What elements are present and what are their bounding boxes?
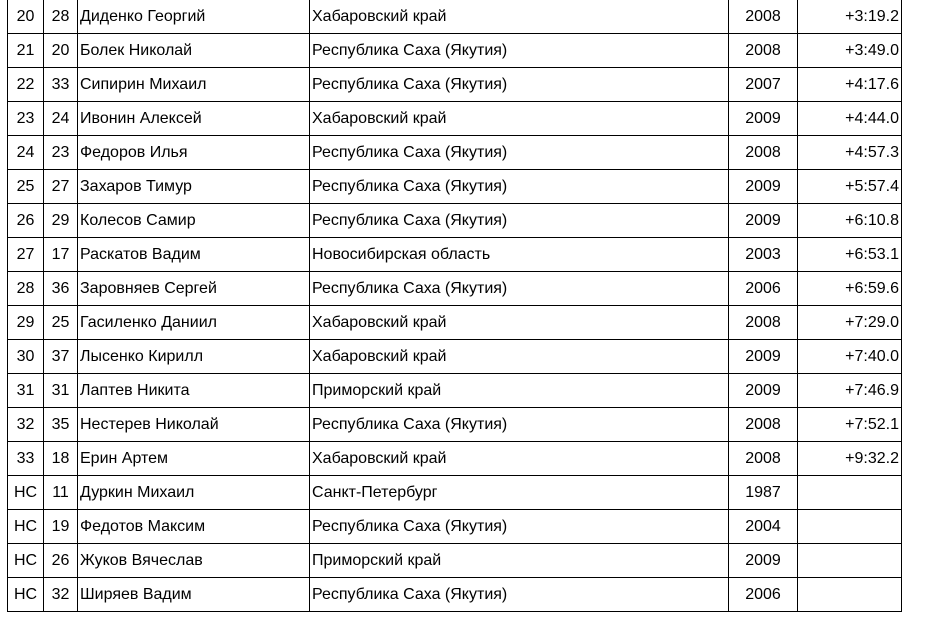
time-gap-cell: +4:57.3 [798, 136, 902, 170]
table-row [8, 34, 902, 68]
place-cell: НС [8, 578, 44, 612]
table-row [8, 272, 902, 306]
bib-number-cell: 25 [44, 306, 78, 340]
athlete-name-cell: Ерин Артем [78, 442, 310, 476]
athlete-name-cell: Жуков Вячеслав [78, 544, 310, 578]
time-gap-cell: +6:59.6 [798, 272, 902, 306]
time-gap-cell: +7:29.0 [798, 306, 902, 340]
birth-year-cell: 2008 [729, 34, 798, 68]
table-row [8, 544, 902, 578]
table-row [8, 306, 902, 340]
athlete-name-cell: Захаров Тимур [78, 170, 310, 204]
athlete-name-cell: Сипирин Михаил [78, 68, 310, 102]
time-gap-cell: +3:49.0 [798, 34, 902, 68]
place-cell: 23 [8, 102, 44, 136]
athlete-name-cell: Раскатов Вадим [78, 238, 310, 272]
place-cell: 31 [8, 374, 44, 408]
table-row [8, 136, 902, 170]
region-cell: Республика Саха (Якутия) [310, 204, 729, 238]
time-gap-cell: +9:32.2 [798, 442, 902, 476]
region-cell: Республика Саха (Якутия) [310, 34, 729, 68]
time-gap-cell [798, 578, 902, 612]
birth-year-cell: 1987 [729, 476, 798, 510]
region-cell: Хабаровский край [310, 102, 729, 136]
time-gap-cell: +4:17.6 [798, 68, 902, 102]
place-cell: 30 [8, 340, 44, 374]
birth-year-cell: 2006 [729, 272, 798, 306]
region-cell: Хабаровский край [310, 340, 729, 374]
region-cell: Приморский край [310, 544, 729, 578]
table-row [8, 476, 902, 510]
athlete-name-cell: Ширяев Вадим [78, 578, 310, 612]
place-cell: 21 [8, 34, 44, 68]
athlete-name-cell: Диденко Георгий [78, 0, 310, 34]
table-row [8, 578, 902, 612]
bib-number-cell: 32 [44, 578, 78, 612]
birth-year-cell: 2006 [729, 578, 798, 612]
results-table [7, 0, 902, 612]
place-cell: 33 [8, 442, 44, 476]
birth-year-cell: 2008 [729, 306, 798, 340]
birth-year-cell: 2004 [729, 510, 798, 544]
table-row [8, 374, 902, 408]
table-row [8, 0, 902, 34]
birth-year-cell: 2009 [729, 170, 798, 204]
region-cell: Хабаровский край [310, 442, 729, 476]
table-row [8, 170, 902, 204]
bib-number-cell: 17 [44, 238, 78, 272]
bib-number-cell: 33 [44, 68, 78, 102]
place-cell: 29 [8, 306, 44, 340]
region-cell: Республика Саха (Якутия) [310, 510, 729, 544]
bib-number-cell: 29 [44, 204, 78, 238]
time-gap-cell: +5:57.4 [798, 170, 902, 204]
bib-number-cell: 24 [44, 102, 78, 136]
region-cell: Республика Саха (Якутия) [310, 272, 729, 306]
region-cell: Хабаровский край [310, 0, 729, 34]
time-gap-cell: +7:46.9 [798, 374, 902, 408]
region-cell: Республика Саха (Якутия) [310, 136, 729, 170]
birth-year-cell: 2007 [729, 68, 798, 102]
bib-number-cell: 36 [44, 272, 78, 306]
table-row [8, 340, 902, 374]
place-cell: НС [8, 544, 44, 578]
place-cell: 22 [8, 68, 44, 102]
time-gap-cell: +3:19.2 [798, 0, 902, 34]
table-row [8, 442, 902, 476]
region-cell: Приморский край [310, 374, 729, 408]
region-cell: Республика Саха (Якутия) [310, 408, 729, 442]
region-cell: Республика Саха (Якутия) [310, 578, 729, 612]
athlete-name-cell: Лысенко Кирилл [78, 340, 310, 374]
birth-year-cell: 2009 [729, 374, 798, 408]
place-cell: 26 [8, 204, 44, 238]
region-cell: Республика Саха (Якутия) [310, 68, 729, 102]
table-row [8, 68, 902, 102]
birth-year-cell: 2009 [729, 102, 798, 136]
table-row [8, 510, 902, 544]
athlete-name-cell: Федотов Максим [78, 510, 310, 544]
birth-year-cell: 2008 [729, 136, 798, 170]
bib-number-cell: 35 [44, 408, 78, 442]
bib-number-cell: 37 [44, 340, 78, 374]
place-cell: 25 [8, 170, 44, 204]
table-row [8, 102, 902, 136]
table-row [8, 204, 902, 238]
bib-number-cell: 28 [44, 0, 78, 34]
birth-year-cell: 2008 [729, 408, 798, 442]
athlete-name-cell: Болек Николай [78, 34, 310, 68]
bib-number-cell: 26 [44, 544, 78, 578]
place-cell: 27 [8, 238, 44, 272]
place-cell: НС [8, 476, 44, 510]
place-cell: 32 [8, 408, 44, 442]
time-gap-cell: +7:52.1 [798, 408, 902, 442]
athlete-name-cell: Ивонин Алексей [78, 102, 310, 136]
time-gap-cell: +7:40.0 [798, 340, 902, 374]
region-cell: Новосибирская область [310, 238, 729, 272]
athlete-name-cell: Колесов Самир [78, 204, 310, 238]
athlete-name-cell: Дуркин Михаил [78, 476, 310, 510]
bib-number-cell: 19 [44, 510, 78, 544]
birth-year-cell: 2009 [729, 340, 798, 374]
athlete-name-cell: Лаптев Никита [78, 374, 310, 408]
time-gap-cell [798, 544, 902, 578]
time-gap-cell [798, 476, 902, 510]
athlete-name-cell: Заровняев Сергей [78, 272, 310, 306]
bib-number-cell: 31 [44, 374, 78, 408]
time-gap-cell: +6:10.8 [798, 204, 902, 238]
bib-number-cell: 18 [44, 442, 78, 476]
bib-number-cell: 20 [44, 34, 78, 68]
time-gap-cell [798, 510, 902, 544]
birth-year-cell: 2003 [729, 238, 798, 272]
athlete-name-cell: Федоров Илья [78, 136, 310, 170]
athlete-name-cell: Нестерев Николай [78, 408, 310, 442]
place-cell: НС [8, 510, 44, 544]
bib-number-cell: 27 [44, 170, 78, 204]
bib-number-cell: 11 [44, 476, 78, 510]
table-row [8, 238, 902, 272]
time-gap-cell: +6:53.1 [798, 238, 902, 272]
birth-year-cell: 2009 [729, 204, 798, 238]
region-cell: Республика Саха (Якутия) [310, 170, 729, 204]
table-row [8, 408, 902, 442]
birth-year-cell: 2008 [729, 0, 798, 34]
birth-year-cell: 2008 [729, 442, 798, 476]
place-cell: 28 [8, 272, 44, 306]
time-gap-cell: +4:44.0 [798, 102, 902, 136]
bib-number-cell: 23 [44, 136, 78, 170]
region-cell: Санкт-Петербург [310, 476, 729, 510]
place-cell: 24 [8, 136, 44, 170]
results-table-body [8, 0, 902, 612]
place-cell: 20 [8, 0, 44, 34]
region-cell: Хабаровский край [310, 306, 729, 340]
athlete-name-cell: Гасиленко Даниил [78, 306, 310, 340]
birth-year-cell: 2009 [729, 544, 798, 578]
